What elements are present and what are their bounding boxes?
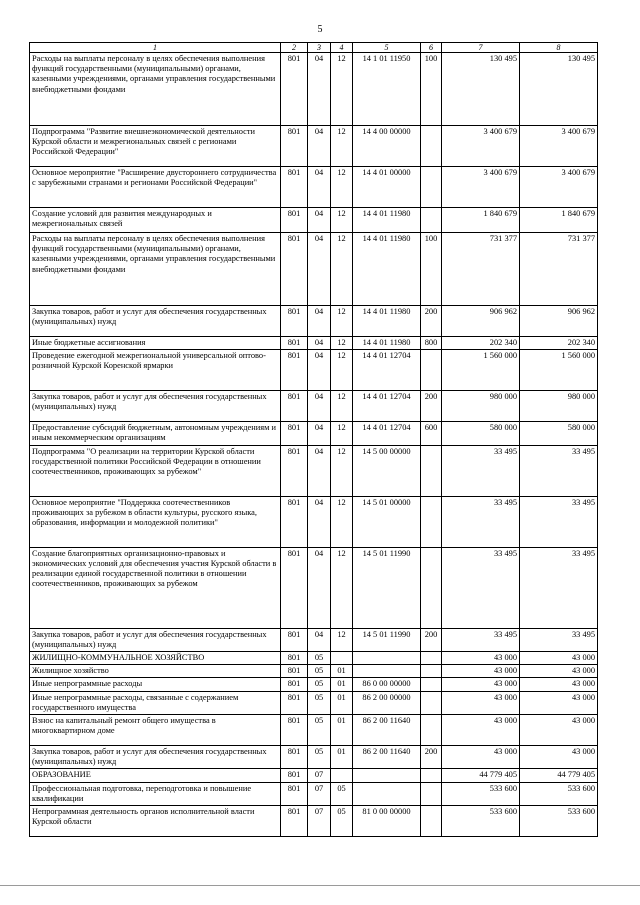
cell-name: Создание благоприятных организационно-правовых и экономических условий для обеспечения участия Курской области в реализации единой государственной политики в отношении соотечественников, проживающих за рубежом (30, 547, 281, 628)
cell-grbs: 801 (281, 806, 308, 837)
cell-vr: 800 (421, 337, 442, 350)
cell-grbs: 801 (281, 391, 308, 422)
cell-pr: 01 (331, 678, 353, 691)
cell-csr (353, 652, 421, 665)
cell-pr: 12 (331, 208, 353, 233)
cell-sum2: 33 495 (520, 628, 598, 651)
cell-sum1: 43 000 (442, 715, 520, 746)
cell-grbs: 801 (281, 691, 308, 714)
cell-csr: 14 4 01 11980 (353, 233, 421, 306)
cell-name: Иные бюджетные ассигнования (30, 337, 281, 350)
cell-grbs: 801 (281, 547, 308, 628)
page-number: 5 (317, 24, 323, 35)
cell-rz: 05 (308, 665, 331, 678)
cell-csr (353, 769, 421, 782)
table-row (30, 422, 598, 445)
cell-vr (421, 208, 442, 233)
table-row (30, 652, 598, 665)
cell-vr: 100 (421, 53, 442, 126)
cell-sum1: 906 962 (442, 306, 520, 337)
col-header: 3 (308, 43, 331, 53)
cell-name: Закупка товаров, работ и услуг для обеспечения государственных (муниципальных) нужд (30, 306, 281, 337)
cell-pr: 12 (331, 350, 353, 391)
cell-sum2: 43 000 (520, 665, 598, 678)
cell-grbs: 801 (281, 126, 308, 167)
cell-sum1: 33 495 (442, 496, 520, 547)
col-header: 5 (353, 43, 421, 53)
cell-sum2: 533 600 (520, 806, 598, 837)
cell-sum1: 533 600 (442, 806, 520, 837)
table-row (30, 628, 598, 651)
table-row (30, 350, 598, 391)
cell-sum1: 43 000 (442, 678, 520, 691)
cell-pr (331, 652, 353, 665)
cell-sum1: 43 000 (442, 652, 520, 665)
cell-sum1: 33 495 (442, 547, 520, 628)
cell-sum2: 3 400 679 (520, 167, 598, 208)
col-header: 2 (281, 43, 308, 53)
col-header: 8 (520, 43, 598, 53)
cell-sum1: 980 000 (442, 391, 520, 422)
cell-name: Закупка товаров, работ и услуг для обеспечения государственных (муниципальных) нужд (30, 746, 281, 769)
cell-grbs: 801 (281, 167, 308, 208)
table-row (30, 167, 598, 208)
cell-sum2: 533 600 (520, 782, 598, 805)
cell-csr: 14 5 00 00000 (353, 445, 421, 496)
cell-pr: 01 (331, 691, 353, 714)
table-row (30, 233, 598, 306)
cell-pr: 12 (331, 628, 353, 651)
cell-sum1: 33 495 (442, 628, 520, 651)
cell-sum2: 43 000 (520, 678, 598, 691)
cell-grbs: 801 (281, 652, 308, 665)
cell-name: Предоставление субсидий бюджетным, автономным учреждениям и иным некоммерческим организациям (30, 422, 281, 445)
cell-rz: 04 (308, 306, 331, 337)
cell-name: Закупка товаров, работ и услуг для обеспечения государственных (муниципальных) нужд (30, 628, 281, 651)
cell-rz: 04 (308, 337, 331, 350)
cell-grbs: 801 (281, 350, 308, 391)
cell-sum2: 731 377 (520, 233, 598, 306)
cell-grbs: 801 (281, 496, 308, 547)
cell-csr: 14 5 01 11990 (353, 628, 421, 651)
cell-rz: 07 (308, 806, 331, 837)
col-header: 1 (30, 43, 281, 53)
cell-name: Расходы на выплаты персоналу в целях обеспечения выполнения функций государственными (муниципальными) органами, казенными учреждениями, органами управления государственными внебюджетными фондами (30, 233, 281, 306)
table-row (30, 391, 598, 422)
cell-name: Проведение ежегодной межрегиональной универсальной оптово-розничной Курской Коренской ярмарки (30, 350, 281, 391)
cell-vr (421, 167, 442, 208)
cell-name: Иные непрограммные расходы, связанные с содержанием государственного имущества (30, 691, 281, 714)
cell-sum2: 43 000 (520, 652, 598, 665)
cell-rz: 05 (308, 746, 331, 769)
cell-sum2: 43 000 (520, 746, 598, 769)
cell-csr: 86 2 00 11640 (353, 715, 421, 746)
cell-pr: 12 (331, 496, 353, 547)
cell-rz: 04 (308, 350, 331, 391)
cell-sum1: 202 340 (442, 337, 520, 350)
cell-grbs: 801 (281, 208, 308, 233)
table-row (30, 208, 598, 233)
cell-rz: 04 (308, 422, 331, 445)
cell-sum2: 3 400 679 (520, 126, 598, 167)
cell-csr: 14 4 01 11980 (353, 208, 421, 233)
cell-sum2: 1 560 000 (520, 350, 598, 391)
cell-csr: 14 4 00 00000 (353, 126, 421, 167)
cell-csr: 14 4 01 12704 (353, 350, 421, 391)
cell-rz: 05 (308, 715, 331, 746)
cell-name: Подпрограмма "О реализации на территории Курской области государственной политики Российской Федерации в отношении соотечественников, проживающих за рубежом" (30, 445, 281, 496)
cell-vr (421, 715, 442, 746)
cell-pr: 01 (331, 665, 353, 678)
cell-pr: 12 (331, 167, 353, 208)
cell-sum2: 1 840 679 (520, 208, 598, 233)
cell-vr (421, 445, 442, 496)
col-header: 6 (421, 43, 442, 53)
cell-rz: 04 (308, 233, 331, 306)
cell-csr: 14 4 01 11980 (353, 306, 421, 337)
cell-grbs: 801 (281, 769, 308, 782)
cell-pr: 12 (331, 547, 353, 628)
budget-table (29, 42, 598, 837)
cell-csr: 86 2 00 11640 (353, 746, 421, 769)
cell-grbs: 801 (281, 233, 308, 306)
cell-rz: 05 (308, 691, 331, 714)
cell-sum1: 43 000 (442, 665, 520, 678)
cell-rz: 04 (308, 391, 331, 422)
cell-name: Профессиональная подготовка, переподготовка и повышение квалификации (30, 782, 281, 805)
cell-vr (421, 126, 442, 167)
cell-sum2: 33 495 (520, 547, 598, 628)
cell-pr: 12 (331, 126, 353, 167)
cell-name: Подпрограмма "Развитие внешнеэкономической деятельности Курской области и межрегиональных связей с регионами Российской Федерации" (30, 126, 281, 167)
cell-vr (421, 691, 442, 714)
cell-csr: 14 5 01 00000 (353, 496, 421, 547)
cell-pr: 01 (331, 746, 353, 769)
cell-sum2: 44 779 405 (520, 769, 598, 782)
cell-sum2: 906 962 (520, 306, 598, 337)
cell-vr (421, 665, 442, 678)
cell-csr (353, 782, 421, 805)
cell-vr: 200 (421, 391, 442, 422)
table-row (30, 806, 598, 837)
table-row (30, 53, 598, 126)
table-row (30, 691, 598, 714)
cell-sum1: 533 600 (442, 782, 520, 805)
cell-sum1: 580 000 (442, 422, 520, 445)
cell-rz: 04 (308, 208, 331, 233)
table-row (30, 769, 598, 782)
cell-rz: 04 (308, 547, 331, 628)
cell-name: Иные непрограммные расходы (30, 678, 281, 691)
cell-csr: 14 5 01 11990 (353, 547, 421, 628)
cell-name: ЖИЛИЩНО-КОММУНАЛЬНОЕ ХОЗЯЙСТВО (30, 652, 281, 665)
cell-grbs: 801 (281, 445, 308, 496)
cell-rz: 07 (308, 769, 331, 782)
cell-vr: 200 (421, 306, 442, 337)
table-row (30, 126, 598, 167)
cell-grbs: 801 (281, 665, 308, 678)
cell-rz: 05 (308, 652, 331, 665)
cell-vr: 100 (421, 233, 442, 306)
cell-sum2: 980 000 (520, 391, 598, 422)
cell-pr: 12 (331, 53, 353, 126)
cell-name: ОБРАЗОВАНИЕ (30, 769, 281, 782)
cell-vr (421, 782, 442, 805)
cell-pr (331, 769, 353, 782)
cell-grbs: 801 (281, 306, 308, 337)
cell-grbs: 801 (281, 337, 308, 350)
cell-vr: 200 (421, 628, 442, 651)
cell-pr: 01 (331, 715, 353, 746)
cell-vr (421, 350, 442, 391)
cell-sum2: 33 495 (520, 496, 598, 547)
cell-name: Расходы на выплаты персоналу в целях обеспечения выполнения функций государственными (муниципальными) органами, казенными учреждениями, органами управления государственными внебюджетными фондами (30, 53, 281, 126)
cell-sum1: 44 779 405 (442, 769, 520, 782)
table-row (30, 445, 598, 496)
cell-pr: 12 (331, 391, 353, 422)
table-row (30, 547, 598, 628)
table-row (30, 746, 598, 769)
cell-sum2: 130 495 (520, 53, 598, 126)
cell-pr: 12 (331, 233, 353, 306)
cell-name: Основное мероприятие "Поддержка соотечественников проживающих за рубежом в области культуры, русского языка, образования, информации и молодежной политики" (30, 496, 281, 547)
cell-sum1: 43 000 (442, 691, 520, 714)
cell-sum2: 33 495 (520, 445, 598, 496)
cell-csr: 14 4 01 11980 (353, 337, 421, 350)
cell-sum1: 1 560 000 (442, 350, 520, 391)
cell-sum1: 130 495 (442, 53, 520, 126)
cell-csr: 14 4 01 12704 (353, 391, 421, 422)
cell-rz: 04 (308, 628, 331, 651)
cell-sum1: 731 377 (442, 233, 520, 306)
cell-rz: 04 (308, 496, 331, 547)
table-header-row (30, 43, 598, 53)
cell-grbs: 801 (281, 422, 308, 445)
table-row (30, 665, 598, 678)
table-row (30, 715, 598, 746)
cell-pr: 12 (331, 422, 353, 445)
cell-sum1: 1 840 679 (442, 208, 520, 233)
table-row (30, 496, 598, 547)
cell-rz: 04 (308, 53, 331, 126)
cell-csr: 81 0 00 00000 (353, 806, 421, 837)
cell-name: Непрограммная деятельность органов исполнительной власти Курской области (30, 806, 281, 837)
col-header: 7 (442, 43, 520, 53)
cell-name: Основное мероприятие "Расширение двустороннего сотрудничества с зарубежными странами и регионами Российской Федерации" (30, 167, 281, 208)
cell-pr: 12 (331, 306, 353, 337)
cell-csr: 86 0 00 00000 (353, 678, 421, 691)
cell-vr: 600 (421, 422, 442, 445)
cell-vr (421, 769, 442, 782)
table-row (30, 306, 598, 337)
cell-grbs: 801 (281, 746, 308, 769)
col-header: 4 (331, 43, 353, 53)
cell-sum1: 33 495 (442, 445, 520, 496)
page-bottom-rule (0, 885, 640, 886)
cell-vr (421, 547, 442, 628)
cell-sum2: 202 340 (520, 337, 598, 350)
cell-sum1: 43 000 (442, 746, 520, 769)
cell-grbs: 801 (281, 715, 308, 746)
cell-rz: 04 (308, 445, 331, 496)
cell-sum2: 580 000 (520, 422, 598, 445)
cell-name: Закупка товаров, работ и услуг для обеспечения государственных (муниципальных) нужд (30, 391, 281, 422)
cell-grbs: 801 (281, 678, 308, 691)
cell-csr: 14 1 01 11950 (353, 53, 421, 126)
cell-vr (421, 652, 442, 665)
table-row (30, 337, 598, 350)
cell-csr: 14 4 01 12704 (353, 422, 421, 445)
cell-pr: 12 (331, 445, 353, 496)
cell-pr: 12 (331, 337, 353, 350)
cell-pr: 05 (331, 806, 353, 837)
cell-rz: 04 (308, 167, 331, 208)
cell-rz: 05 (308, 678, 331, 691)
cell-sum2: 43 000 (520, 715, 598, 746)
cell-sum2: 43 000 (520, 691, 598, 714)
table-row (30, 678, 598, 691)
cell-sum1: 3 400 679 (442, 167, 520, 208)
cell-name: Жилищное хозяйство (30, 665, 281, 678)
cell-name: Взнос на капитальный ремонт общего имущества в многоквартирном доме (30, 715, 281, 746)
cell-csr: 14 4 01 00000 (353, 167, 421, 208)
cell-grbs: 801 (281, 628, 308, 651)
cell-sum1: 3 400 679 (442, 126, 520, 167)
cell-grbs: 801 (281, 782, 308, 805)
cell-pr: 05 (331, 782, 353, 805)
cell-vr (421, 496, 442, 547)
cell-rz: 04 (308, 126, 331, 167)
cell-grbs: 801 (281, 53, 308, 126)
cell-csr (353, 665, 421, 678)
cell-vr: 200 (421, 746, 442, 769)
cell-rz: 07 (308, 782, 331, 805)
cell-vr (421, 806, 442, 837)
cell-csr: 86 2 00 00000 (353, 691, 421, 714)
cell-name: Создание условий для развития международных и межрегиональных связей (30, 208, 281, 233)
table-row (30, 782, 598, 805)
cell-vr (421, 678, 442, 691)
